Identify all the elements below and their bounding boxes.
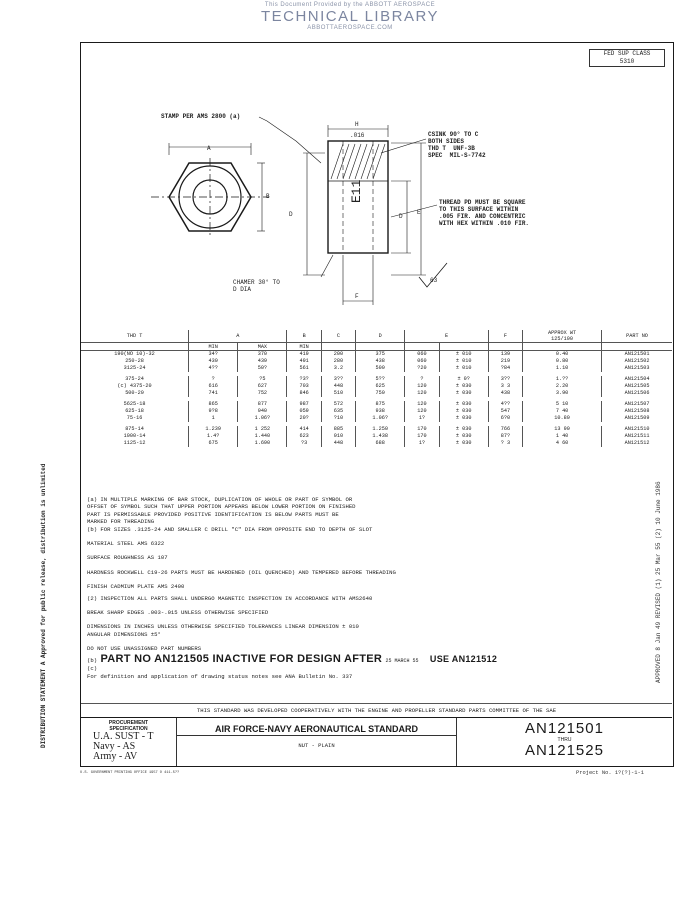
part-stamp-marking: E11 [349,179,364,203]
col-part: PART NO [602,330,672,343]
dimension-table [81,330,672,447]
inactive-note [87,653,667,665]
note-surface: SURFACE ROUGHNESS AS 107 [87,554,168,562]
stamp-note: STAMP PER AMS 2800 (a) [161,113,241,120]
inactive-date: 25 MARCH 55 [385,657,419,664]
note-unassigned: DO NOT USE UNASSIGNED PART NUMBERS [87,645,202,653]
dim-016-label: .016 [350,132,365,139]
standard-title-box [177,718,457,766]
col-b: B [287,330,321,343]
sub-f [488,343,522,351]
proc-head-2: SPECIFICATION [109,726,148,732]
col-wt: APPROX WT 125/100 [523,330,602,343]
thread-note: THREAD PD MUST BE SQUARE TO THIS SURFACE WITHIN .005 FIR. AND CONCENTRIC WITH HEX WITHIN .010 FIR. [439,199,530,227]
note-edges: BREAK SHARP EDGES .003-.015 UNLESS OTHERWISE SPECIFIED [87,609,269,617]
dim-d2-label: D [399,213,403,220]
table-row: 3125-24 4?? 50? 561 3.2 500 ?20 ± 010 ?84 1.10 AN121503 [81,365,672,372]
chamfer-note: CHAMER 30° TO D DIA [233,279,280,293]
library-banner [0,0,700,36]
sub-e [405,343,439,351]
dim-d-label: D [289,211,293,218]
notes-section [87,496,667,680]
dim-f-label: F [355,293,359,300]
col-e: E [405,330,489,343]
sub-e-tol [439,343,488,351]
note-finish: FINISH CADMIUM PLATE AMS 2400 [87,583,185,591]
side-margin [38,58,78,758]
table-row: 375-24 ? ?5 ?3? 3?? 5?? ? ± 0? 3?? 1.?? AN121504 [81,376,672,383]
printing-office-note: U.S. GOVERNMENT PRINTING OFFICE 1957 O 411-5?? [80,771,180,775]
table-row: 875-14 1.239 1 252 414 885 1.250 170 ± 030 766 13 90 AN121510 [81,426,672,433]
table-row: 5625-18 865 877 987 572 875 120 ± 030 4?? 5 10 AN121507 [81,401,672,408]
dim-a-label: A [207,145,211,152]
nut-drawing-svg [81,43,675,343]
sub-thd [81,343,189,351]
inactive-use: USE AN121512 [429,653,498,664]
inactive-prefix: (b) [87,656,98,664]
table-row: 1000-14 1.4? 1.440 623 010 1.438 170 ± 030 87? 1 40 AN121511 [81,433,672,440]
fsc-value: 5310 [619,58,635,65]
table-row: 250-28 430 439 491 280 438 060 ± 010 219 0.80 AN121502 [81,358,672,365]
sub-c [321,343,355,351]
dim-e-label: E [417,209,421,216]
sub-part [602,343,672,351]
banner-provider: This Document Provided by the ABBOTT AEROSPACE [264,2,436,8]
note-hardness: HARDNESS ROCKWELL C19-26 PARTS MUST BE HARDENED (OIL QUENCHED) AND TEMPERED BEFORE THREADING [87,568,396,576]
drawing-frame [80,42,674,767]
note-a: (a) IN MULTIPLE MARKING OF BAR STOCK, DUPLICATION OF WHOLE OR PART OF SYMBOL OR [87,496,353,503]
technical-drawing [81,43,675,343]
developed-statement: THIS STANDARD WAS DEVELOPED COOPERATIVELY WITH THE ENGINE AND PROPELLER STANDARD PARTS COMMITTEE OF THE SAE [81,703,672,716]
dim-h-label: H [355,121,359,128]
col-c: C [321,330,355,343]
banner-title: TECHNICAL LIBRARY [260,8,440,25]
sub-a-max: MAX [238,343,287,351]
part-number-to: AN121525 [525,742,604,759]
sub-b-min: MIN [287,343,321,351]
note-a-line3: PART IS PERMISSABLE PROVIDED POSITIVE IDENTIFICATION IS BELOW PARTS MUST BE [87,510,339,518]
hatch-slot [331,144,385,179]
note-b: (b) FOR SIZES .3125-24 AND SMALLER C DRILL "C" DIA FROM OPPOSITE END TO DEPTH OF SLOT [87,525,373,533]
part-number-thru: THRU [557,737,572,743]
sub-d [356,343,405,351]
revision-history: APPROVED 8 Jan 49 REVISED (1) 25 Mar 55 (2) 10 June 1986 [655,481,662,683]
sub-a-min: MIN [189,343,238,351]
note-definition: For definition and application of drawing status notes see ANA Bulletin No. 337 [87,672,353,680]
note-a-line2: OFFSET OF SYMBOL SUCH THAT UPPER PORTION APPEARS BELOW LOWER PORTION ON FINISHED [87,503,356,511]
finish-63-label: 63 [430,277,438,284]
note-inspection: (2) INSPECTION ALL PARTS SHALL UNDERGO MAGNETIC INSPECTION IN ACCORDANCE WITH AMS2640 [87,594,373,602]
col-thd: THD T [81,330,189,343]
distribution-statement: DISTRIBUTION STATEMENT A Approved for public release, distribution is unlimited [40,463,47,748]
note-c: (c) [87,665,98,673]
standard-title: AIR FORCE-NAVY AERONAUTICAL STANDARD [177,718,456,736]
sub-wt [523,343,602,351]
csink-note: CSINK 90° TO C BOTH SIDES THD T UNF-3B SPEC MIL-S-7742 [428,131,486,159]
inactive-statement: PART NO AN121505 INACTIVE FOR DESIGN AFTER [100,652,383,665]
col-f: F [488,330,522,343]
title-block [81,717,672,765]
table-row: 500-20 741 752 846 510 750 120 ± 030 438 3.90 AN121506 [81,390,672,397]
part-number-from: AN121501 [525,720,604,737]
col-a: A [189,330,287,343]
standard-subtitle: NUT - PLAIN [298,742,335,749]
note-a-line4: MARKED FOR THREADING [87,518,155,526]
agency-navy: Navy - AS [93,741,136,752]
table-row: 1125-12 675 1.690 ?3 448 688 1? ± 030 ? 3 4 60 AN121512 [81,440,672,447]
note-material: MATERIAL STEEL AMS 6322 [87,540,165,548]
table-row: 75-16 1 1.06? 20? ?10 1.06? 1? ± 030 6?0 10.80 AN121509 [81,415,672,422]
fsc-label: FED SUP CLASS [603,50,651,57]
agency-usaf: U.A. SUST - T [93,731,154,742]
proc-head-1: PROCUREMENT [108,720,149,726]
project-number: Project No. 1?(?)-1-1 [576,770,644,776]
table-row: (c) 4375-20 616 627 703 448 625 120 ± 030 3 3 2.20 AN121505 [81,383,672,390]
table-row: 190(NO 10)-32 34? 370 419 200 375 060 ± 010 139 0.40 AN121501 [81,351,672,358]
table-row: 625-18 9?8 940 059 635 938 120 ± 030 547 7 40 AN121508 [81,408,672,415]
agency-army: Army - AV [93,751,138,762]
procurement-box [81,718,177,766]
part-number-box [457,718,672,766]
col-d: D [356,330,405,343]
note-angular: ANGULAR DIMENSIONS ±5° [87,630,161,638]
dim-b-label: B [266,193,270,200]
note-dimensions: DIMENSIONS IN INCHES UNLESS OTHERWISE SPECIFIED TOLERANCES LINEAR DIMENSION ± 010 [87,623,359,631]
banner-url: ABBOTTAEROSPACE.COM [307,25,393,31]
